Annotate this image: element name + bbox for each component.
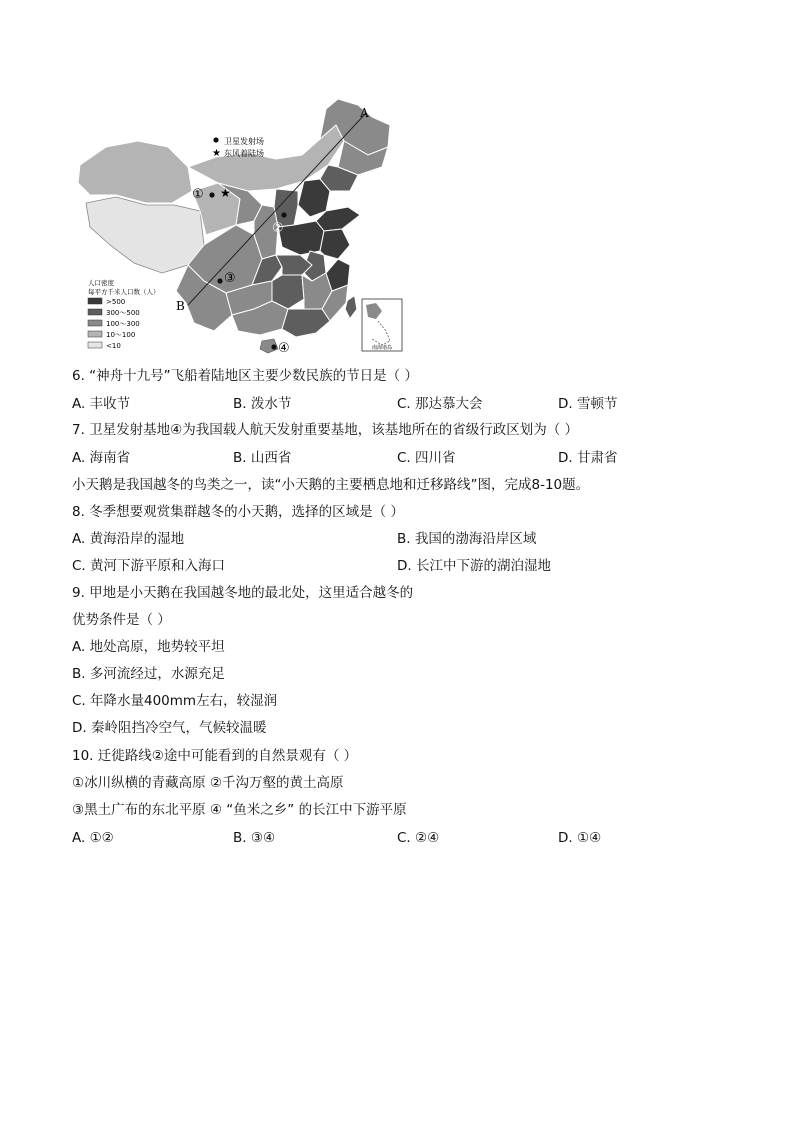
legend-swatch-2 bbox=[88, 309, 102, 315]
q8-option-a[interactable]: A. 黄海沿岸的湿地 bbox=[72, 531, 185, 547]
map-region-jiangsu bbox=[320, 229, 350, 259]
legend-swatch-1 bbox=[88, 298, 102, 304]
map-region-guangdong bbox=[282, 309, 330, 337]
legend-site-text: 卫星发射场 bbox=[224, 137, 264, 146]
marker-4-label: ④ bbox=[278, 341, 290, 356]
legend-range-5: <10 bbox=[106, 342, 121, 350]
q9-option-b[interactable]: B. 多河流经过，水源充足 bbox=[72, 666, 225, 682]
marker-2-dot bbox=[281, 212, 286, 217]
q8-stem: 8. 冬季想要观赏集群越冬的小天鹅，选择的区域是（ ） bbox=[72, 504, 404, 520]
section-intro: 小天鹅是我国越冬的鸟类之一，读“小天鹅的主要栖息地和迁移路线”图，完成8-10题。 bbox=[72, 477, 590, 493]
q6-stem: 6. “神舟十九号”飞船着陆地区主要少数民族的节日是（ ） bbox=[72, 368, 418, 384]
q10-option-b[interactable]: B. ③④ bbox=[233, 830, 276, 846]
q7-option-d[interactable]: D. 甘肃省 bbox=[558, 450, 618, 466]
legend-pop-title-1: 人口密度 bbox=[88, 279, 114, 287]
q9-option-a[interactable]: A. 地处高原，地势较平坦 bbox=[72, 639, 225, 655]
q9-stem-line2: 优势条件是（ ） bbox=[72, 612, 171, 628]
legend-swatch-3 bbox=[88, 320, 102, 326]
map-region-tibet bbox=[86, 197, 204, 273]
marker-1-label: ① bbox=[192, 187, 204, 202]
marker-4-dot bbox=[271, 344, 276, 349]
q7-stem: 7. 卫星发射基地④为我国载人航天发射重要基地，该基地所在的省级行政区划为（ ） bbox=[72, 422, 579, 438]
marker-2-label: ② bbox=[272, 221, 284, 236]
legend-landing-star-icon: ★ bbox=[212, 148, 221, 159]
marker-1-dot bbox=[209, 192, 214, 197]
marker-3-dot bbox=[217, 278, 222, 283]
q7-option-c[interactable]: C. 四川省 bbox=[397, 450, 456, 466]
legend-range-2: 300～500 bbox=[106, 309, 140, 317]
q10-option-c[interactable]: C. ②④ bbox=[397, 830, 440, 846]
china-population-map bbox=[76, 95, 406, 357]
legend-landing-text: 东风着陆场 bbox=[224, 149, 264, 158]
marker-3-label: ③ bbox=[224, 271, 236, 286]
q10-option-a[interactable]: A. ①② bbox=[72, 830, 114, 846]
q10-stem: 10. 迁徙路线②途中可能看到的自然景观有（ ） bbox=[72, 748, 358, 764]
q8-option-d[interactable]: D. 长江中下游的湖泊湿地 bbox=[397, 558, 551, 574]
legend-range-3: 100～300 bbox=[106, 320, 140, 328]
q10-option-d[interactable]: D. ①④ bbox=[558, 830, 602, 846]
q6-option-c[interactable]: C. 那达慕大会 bbox=[397, 396, 483, 412]
legend-swatch-5 bbox=[88, 342, 102, 348]
q8-option-b[interactable]: B. 我国的渤海沿岸区域 bbox=[397, 531, 537, 547]
map-region-taiwan bbox=[346, 297, 356, 317]
legend-range-1: >500 bbox=[106, 298, 126, 306]
q6-option-d[interactable]: D. 雪顿节 bbox=[558, 396, 618, 412]
q10-items-line1: ①冰川纵横的青藏高原 ②千沟万壑的黄土高原 bbox=[72, 775, 344, 791]
legend-swatch-4 bbox=[88, 331, 102, 337]
q7-option-b[interactable]: B. 山西省 bbox=[233, 450, 292, 466]
map-label-a: A bbox=[360, 106, 369, 120]
map-svg bbox=[76, 95, 406, 357]
q8-option-c[interactable]: C. 黄河下游平原和入海口 bbox=[72, 558, 226, 574]
q7-option-a[interactable]: A. 海南省 bbox=[72, 450, 131, 466]
q9-stem-line1: 9. 甲地是小天鹅在我国越冬地的最北处，这里适合越冬的 bbox=[72, 585, 414, 601]
map-label-b: B bbox=[176, 299, 185, 313]
q10-items-line2: ③黑土广布的东北平原 ④ “鱼米之乡” 的长江中下游平原 bbox=[72, 802, 407, 818]
map-region-henan bbox=[278, 221, 324, 255]
q9-option-c[interactable]: C. 年降水量400mm左右，较湿润 bbox=[72, 693, 278, 709]
q6-option-a[interactable]: A. 丰收节 bbox=[72, 396, 131, 412]
legend-range-4: 10～100 bbox=[106, 331, 136, 339]
legend-pop-title-2: 每平方千米人口数（人） bbox=[88, 288, 160, 296]
legend-site-dot bbox=[213, 137, 218, 142]
map-region-xinjiang bbox=[78, 141, 192, 203]
q6-option-b[interactable]: B. 泼水节 bbox=[233, 396, 292, 412]
map-inset-label: 南海诸岛 bbox=[372, 345, 393, 351]
q9-option-d[interactable]: D. 秦岭阻挡冷空气，气候较温暖 bbox=[72, 720, 267, 736]
landing-star-icon: ★ bbox=[220, 186, 231, 200]
